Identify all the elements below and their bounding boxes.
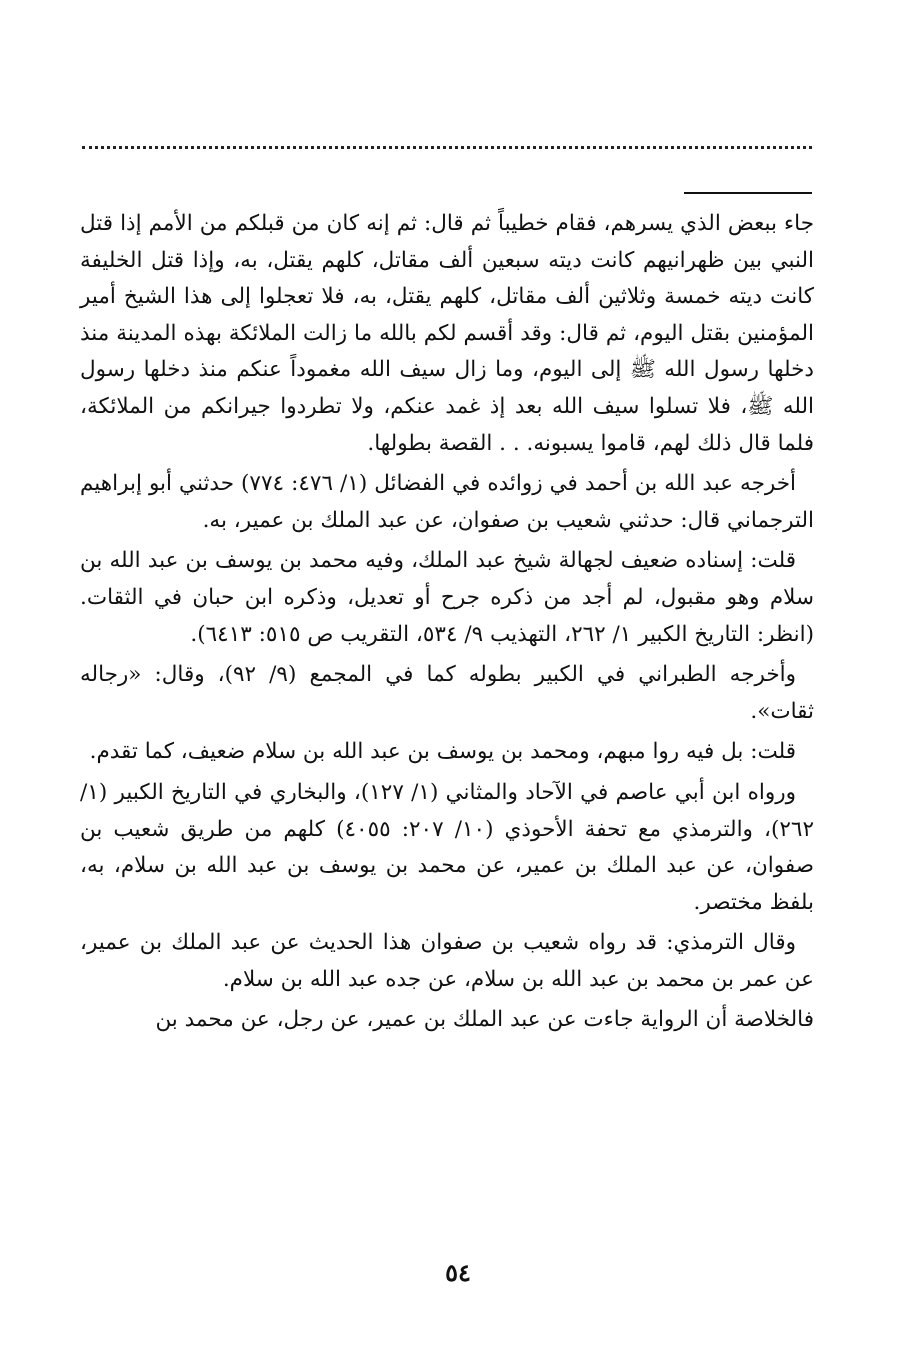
page-number: ٥٤	[445, 1258, 471, 1287]
footnote-rule	[684, 192, 812, 194]
paragraph-3: قلت: إسناده ضعيف لجهالة شيخ عبد الملك، وفيه محمد بن يوسف بن عبد الله بن سلام وهو مقبول، لم أجد من ذكره جرح أو تعديل، وذكره ابن حبان في الثقات. (انظر: التاريخ الكبير ١/ ٢٦٢، التهذيب ٩/ ٥٣٤، التقريب ص ٥١٥: ٦٤١٣).	[80, 548, 814, 647]
paragraph-7: وقال الترمذي: قد رواه شعيب بن صفوان هذا الحديث عن عبد الملك بن عمير، عن عمر بن محمد بن عبد الله بن سلام، عن جده عبد الله بن سلام.	[80, 930, 814, 992]
paragraph-5: قلت: بل فيه روا مبهم، ومحمد بن يوسف بن عبد الله بن سلام ضعيف، كما تقدم.	[89, 739, 796, 765]
page-body	[80, 206, 814, 1039]
paragraph-8: فالخلاصة أن الرواية جاءت عن عبد الملك بن عمير، عن رجل، عن محمد بن	[155, 1007, 814, 1033]
dotted-separator	[82, 146, 812, 149]
paragraph-1: جاء ببعض الذي يسرهم، فقام خطيباً ثم قال: ثم إنه كان من قبلكم من الأمم إذا قتل النبي بين ظهرانيهم كانت ديته سبعين ألف مقاتل، كلهم يقتل، به، وإذا قتل الخليفة كانت ديته خمسة وثلاثين ألف مقاتل، كلهم يقتل، به، فلا تعجلوا إلى هذا الشيخ أمير المؤمنين بقتل اليوم، ثم قال: وقد أقسم لكم بالله ما زالت الملائكة بهذه المدينة منذ دخلها رسول الله ﷺ إلى اليوم، وما زال سيف الله مغموداً عنكم منذ دخلها رسول الله ﷺ، فلا تسلوا سيف الله بعد إذ غمد عنكم، ولا تطردوا جيرانكم من الملائكة، فلما قال ذلك لهم، قاموا يسبونه. . . القصة بطولها.	[80, 211, 814, 456]
paragraph-6: ورواه ابن أبي عاصم في الآحاد والمثاني (١/ ١٢٧)، والبخاري في التاريخ الكبير (١/ ٢٦٢)، والترمذي مع تحفة الأحوذي (١٠/ ٢٠٧: ٤٠٥٥) كلهم من طريق شعيب بن صفوان، عن عبد الملك بن عمير، عن محمد بن يوسف بن عبد الله بن سلام، به، بلفظ مختصر.	[80, 779, 815, 915]
paragraph-2: أخرجه عبد الله بن أحمد في زوائده في الفضائل (١/ ٤٧٦: ٧٧٤) حدثني أبو إبراهيم الترجماني قال: حدثني شعيب بن صفوان، عن عبد الملك بن عمير، به.	[80, 471, 814, 533]
paragraph-4: وأخرجه الطبراني في الكبير بطوله كما في المجمع (٩/ ٩٢)، وقال: «رجاله ثقات».	[80, 662, 814, 724]
